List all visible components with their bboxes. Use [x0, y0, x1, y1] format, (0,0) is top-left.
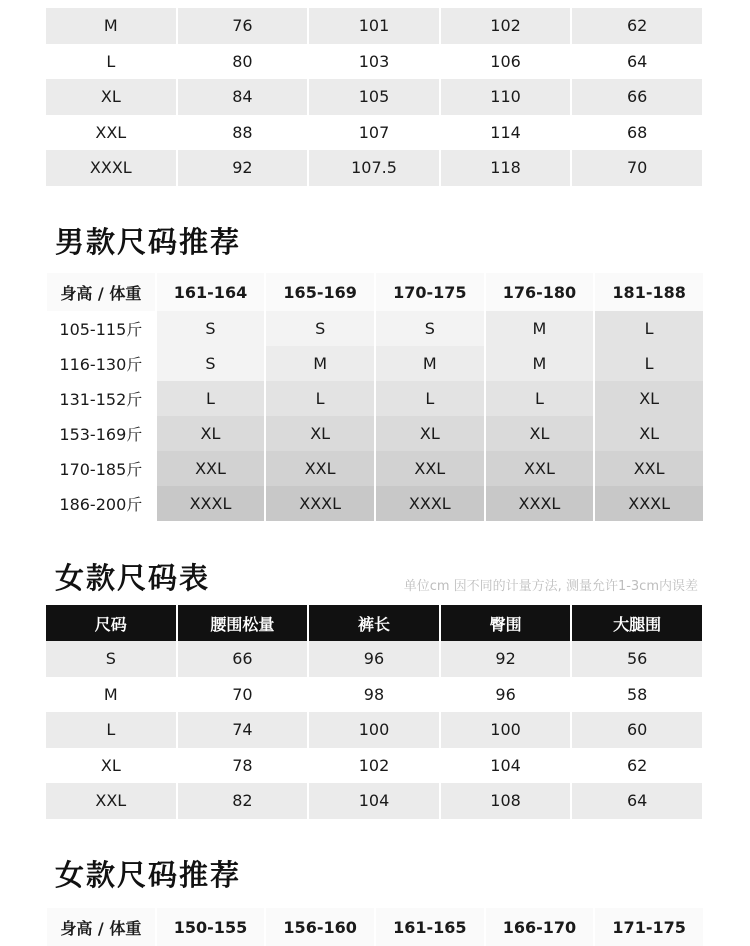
size-cell: XXXL	[157, 486, 265, 521]
size-cell: XL	[376, 416, 484, 451]
table-cell: XXXL	[46, 150, 176, 186]
table-row	[47, 451, 703, 486]
table-row	[46, 150, 702, 186]
column-header: 裤长	[309, 605, 439, 641]
table-cell: 70	[178, 677, 308, 713]
table-row	[47, 416, 703, 451]
table-cell: XXL	[46, 783, 176, 819]
table-cell: 102	[309, 748, 439, 784]
table-row	[47, 381, 703, 416]
table-row	[46, 748, 702, 784]
height-header: 171-175	[595, 908, 703, 946]
table-cell: 100	[441, 712, 571, 748]
table-cell: 101	[309, 8, 439, 44]
column-header: 臀围	[441, 605, 571, 641]
table-row	[46, 8, 702, 44]
table-cell: 58	[572, 677, 702, 713]
size-cell: S	[266, 311, 374, 346]
table-row	[46, 712, 702, 748]
height-header: 181-188	[595, 273, 703, 311]
table-row	[46, 115, 702, 151]
size-cell: XXXL	[486, 486, 594, 521]
table-row	[46, 783, 702, 819]
table-cell: 88	[178, 115, 308, 151]
size-cell: L	[266, 381, 374, 416]
size-cell: XL	[595, 416, 703, 451]
weight-label: 153-169斤	[47, 416, 155, 451]
size-cell: XXL	[486, 451, 594, 486]
table-cell: 64	[572, 783, 702, 819]
table-row	[47, 311, 703, 346]
table-cell: L	[46, 712, 176, 748]
table-cell: 105	[309, 79, 439, 115]
height-header: 161-165	[376, 908, 484, 946]
table-header-row	[47, 908, 703, 946]
column-header: 腰围松量	[178, 605, 308, 641]
table-cell: 82	[178, 783, 308, 819]
table-cell: XL	[46, 79, 176, 115]
table-cell: 60	[572, 712, 702, 748]
table-cell: 110	[441, 79, 571, 115]
height-header: 156-160	[266, 908, 374, 946]
men-rec-title: 男款尺码推荐	[55, 225, 242, 259]
size-cell: L	[376, 381, 484, 416]
table-cell: M	[46, 8, 176, 44]
table-row	[46, 641, 702, 677]
table-cell: 118	[441, 150, 571, 186]
table-cell: S	[46, 641, 176, 677]
size-cell: L	[486, 381, 594, 416]
table-cell: 78	[178, 748, 308, 784]
size-cell: M	[266, 346, 374, 381]
corner-label: 身高 / 体重	[47, 908, 155, 946]
table-cell: 106	[441, 44, 571, 80]
table-cell: 62	[572, 748, 702, 784]
size-cell: XL	[266, 416, 374, 451]
table-row	[47, 346, 703, 381]
table-cell: 64	[572, 44, 702, 80]
measurement-note: 单位cm 因不同的计量方法, 测量允许1-3cm内误差	[403, 579, 698, 594]
size-cell: XL	[486, 416, 594, 451]
column-header: 尺码	[46, 605, 176, 641]
table-cell: 66	[178, 641, 308, 677]
weight-label: 131-152斤	[47, 381, 155, 416]
size-cell: XXXL	[376, 486, 484, 521]
women-table-title: 女款尺码表	[55, 561, 211, 595]
table-cell: 92	[441, 641, 571, 677]
height-header: 166-170	[486, 908, 594, 946]
women-rec-table	[45, 908, 705, 946]
size-cell: XXXL	[595, 486, 703, 521]
size-cell: L	[157, 381, 265, 416]
size-cell: L	[595, 311, 703, 346]
size-cell: M	[486, 346, 594, 381]
column-header: 大腿围	[572, 605, 702, 641]
table-cell: 100	[309, 712, 439, 748]
table-cell: 107	[309, 115, 439, 151]
size-cell: XL	[595, 381, 703, 416]
top-size-table	[44, 8, 704, 186]
table-row	[46, 44, 702, 80]
size-cell: S	[376, 311, 484, 346]
women-rec-title: 女款尺码推荐	[55, 858, 242, 892]
size-cell: XL	[157, 416, 265, 451]
table-row	[47, 486, 703, 521]
table-cell: 103	[309, 44, 439, 80]
table-cell: 80	[178, 44, 308, 80]
table-cell: 108	[441, 783, 571, 819]
height-header: 176-180	[486, 273, 594, 311]
table-cell: 96	[309, 641, 439, 677]
size-cell: XXL	[376, 451, 484, 486]
table-cell: M	[46, 677, 176, 713]
height-header: 170-175	[376, 273, 484, 311]
table-cell: 98	[309, 677, 439, 713]
size-cell: L	[595, 346, 703, 381]
weight-label: 170-185斤	[47, 451, 155, 486]
corner-label: 身高 / 体重	[47, 273, 155, 311]
women-size-table	[44, 605, 704, 819]
men-rec-table	[45, 273, 705, 521]
table-cell: 102	[441, 8, 571, 44]
table-cell: 66	[572, 79, 702, 115]
table-header-row	[47, 273, 703, 311]
table-cell: 104	[309, 783, 439, 819]
table-row	[46, 677, 702, 713]
table-cell: 62	[572, 8, 702, 44]
table-cell: 114	[441, 115, 571, 151]
table-cell: XL	[46, 748, 176, 784]
size-cell: XXL	[595, 451, 703, 486]
height-header: 150-155	[157, 908, 265, 946]
size-cell: S	[157, 346, 265, 381]
table-cell: 76	[178, 8, 308, 44]
table-cell: 68	[572, 115, 702, 151]
height-header: 161-164	[157, 273, 265, 311]
weight-label: 116-130斤	[47, 346, 155, 381]
table-cell: XXL	[46, 115, 176, 151]
table-row	[46, 79, 702, 115]
weight-label: 105-115斤	[47, 311, 155, 346]
table-cell: 74	[178, 712, 308, 748]
table-cell: 84	[178, 79, 308, 115]
table-cell: 96	[441, 677, 571, 713]
size-cell: XXL	[266, 451, 374, 486]
table-cell: L	[46, 44, 176, 80]
table-cell: 107.5	[309, 150, 439, 186]
height-header: 165-169	[266, 273, 374, 311]
size-cell: XXL	[157, 451, 265, 486]
weight-label: 186-200斤	[47, 486, 155, 521]
table-cell: 104	[441, 748, 571, 784]
size-cell: S	[157, 311, 265, 346]
size-cell: M	[486, 311, 594, 346]
table-cell: 92	[178, 150, 308, 186]
table-cell: 56	[572, 641, 702, 677]
table-header-row	[46, 605, 702, 641]
size-cell: XXXL	[266, 486, 374, 521]
size-cell: M	[376, 346, 484, 381]
table-cell: 70	[572, 150, 702, 186]
